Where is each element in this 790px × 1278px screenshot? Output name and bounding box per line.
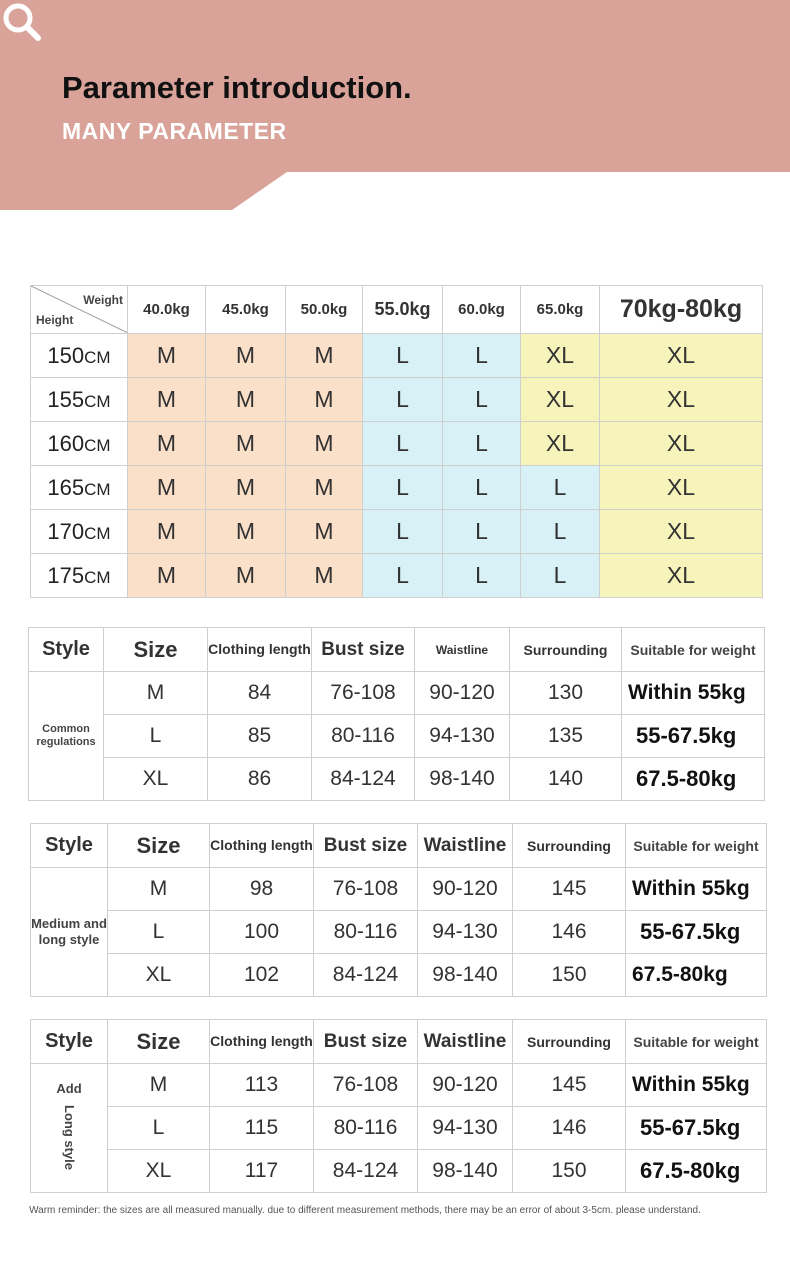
- header-style: Style: [31, 824, 108, 868]
- height-cell: [31, 334, 128, 378]
- surrounding-cell: 150: [513, 954, 626, 997]
- waist-cell: 90-120: [415, 672, 510, 715]
- header-bust-size: Bust size: [314, 1020, 418, 1064]
- length-cell: 85: [208, 715, 312, 758]
- header-waistline: Waistline: [415, 628, 510, 672]
- header-waistline: Waistline: [418, 824, 513, 868]
- size-cell: L: [363, 466, 443, 510]
- waist-cell: 94-130: [415, 715, 510, 758]
- table-row: [29, 715, 765, 758]
- weight-cell: 67.5-80kg: [626, 1150, 767, 1193]
- height-unit: CM: [84, 523, 111, 543]
- header-surrounding: Surrounding: [513, 1020, 626, 1064]
- bust-cell: 80-116: [314, 911, 418, 954]
- weight-cell: 55-67.5kg: [626, 1107, 767, 1150]
- size-cell: XL: [521, 378, 600, 422]
- matrix-row: [31, 510, 763, 554]
- waist-cell: 94-130: [418, 911, 513, 954]
- height-value: 175: [47, 562, 85, 588]
- header-clothing-length: Clothing length: [208, 628, 312, 672]
- header-size: Size: [108, 1020, 210, 1064]
- height-unit: CM: [84, 479, 111, 499]
- waist-cell: 90-120: [418, 1064, 513, 1107]
- header-bust-size: Bust size: [312, 628, 415, 672]
- size-cell: XL: [600, 466, 763, 510]
- size-cell: M: [128, 334, 206, 378]
- length-cell: 115: [210, 1107, 314, 1150]
- height-value: 170: [47, 518, 85, 544]
- weight-header: 40.0kg: [128, 286, 206, 334]
- size-cell: M: [128, 422, 206, 466]
- size-cell: L: [521, 554, 600, 598]
- length-cell: 117: [210, 1150, 314, 1193]
- length-cell: 84: [208, 672, 312, 715]
- size-cell: XL: [521, 334, 600, 378]
- size-cell: M: [128, 378, 206, 422]
- table-row: [31, 1064, 767, 1107]
- size-cell: L: [363, 422, 443, 466]
- weight-cell: Within 55kg: [622, 672, 765, 715]
- search-icon: [0, 0, 44, 44]
- size-cell: M: [128, 554, 206, 598]
- page-title: Parameter introduction.: [62, 70, 412, 105]
- weight-cell: Within 55kg: [626, 868, 767, 911]
- size-cell: M: [286, 422, 363, 466]
- size-cell: M: [128, 510, 206, 554]
- waist-cell: 98-140: [418, 954, 513, 997]
- size-cell: L: [363, 334, 443, 378]
- size-cell: M: [206, 466, 286, 510]
- length-cell: 100: [210, 911, 314, 954]
- size-cell: L: [521, 466, 600, 510]
- table-header-row: [31, 1020, 767, 1064]
- size-cell: XL: [108, 954, 210, 997]
- size-cell: L: [443, 422, 521, 466]
- size-cell: XL: [600, 334, 763, 378]
- size-cell: XL: [600, 554, 763, 598]
- weight-header: 60.0kg: [443, 286, 521, 334]
- size-table-medium-long: [30, 823, 767, 997]
- header-clothing-length: Clothing length: [210, 824, 314, 868]
- table-header-row: [31, 824, 767, 868]
- header-waistline: Waistline: [418, 1020, 513, 1064]
- waist-cell: 98-140: [418, 1150, 513, 1193]
- size-cell: XL: [104, 758, 208, 801]
- weight-axis-label: Weight: [83, 293, 123, 307]
- size-cell: M: [206, 554, 286, 598]
- bust-cell: 84-124: [314, 1150, 418, 1193]
- length-cell: 113: [210, 1064, 314, 1107]
- height-unit: CM: [84, 435, 111, 455]
- style-label: Medium and long style: [31, 868, 108, 997]
- size-cell: L: [443, 378, 521, 422]
- table-header-row: [29, 628, 765, 672]
- bust-cell: 84-124: [314, 954, 418, 997]
- size-table-long: [30, 1019, 767, 1193]
- weight-header: 50.0kg: [286, 286, 363, 334]
- size-cell: L: [443, 334, 521, 378]
- table-row: [31, 1107, 767, 1150]
- size-cell: L: [443, 554, 521, 598]
- matrix-row: [31, 554, 763, 598]
- size-cell: XL: [600, 422, 763, 466]
- size-cell: M: [286, 334, 363, 378]
- size-cell: M: [104, 672, 208, 715]
- length-cell: 86: [208, 758, 312, 801]
- table-row: [29, 758, 765, 801]
- size-cell: XL: [521, 422, 600, 466]
- size-cell: M: [108, 868, 210, 911]
- bust-cell: 80-116: [312, 715, 415, 758]
- header-size: Size: [108, 824, 210, 868]
- height-cell: [31, 378, 128, 422]
- surrounding-cell: 145: [513, 868, 626, 911]
- surrounding-cell: 135: [510, 715, 622, 758]
- page-subtitle: MANY PARAMETER: [62, 118, 287, 144]
- size-cell: L: [521, 510, 600, 554]
- height-value: 160: [47, 430, 85, 456]
- height-axis-label: Height: [36, 313, 74, 327]
- matrix-header-row: [31, 286, 763, 334]
- table-row: [31, 954, 767, 997]
- size-cell: L: [363, 378, 443, 422]
- header-suitable-weight: Suitable for weight: [626, 824, 767, 868]
- header-size: Size: [104, 628, 208, 672]
- height-value: 150: [47, 342, 85, 368]
- matrix-row: [31, 378, 763, 422]
- bust-cell: 80-116: [314, 1107, 418, 1150]
- header-suitable-weight: Suitable for weight: [622, 628, 765, 672]
- size-cell: M: [108, 1064, 210, 1107]
- bust-cell: 76-108: [312, 672, 415, 715]
- size-cell: M: [206, 378, 286, 422]
- waist-cell: 98-140: [415, 758, 510, 801]
- size-cell: M: [286, 554, 363, 598]
- table-row: [29, 672, 765, 715]
- size-matrix: [30, 285, 763, 598]
- waist-cell: 94-130: [418, 1107, 513, 1150]
- size-cell: L: [443, 510, 521, 554]
- table-row: [31, 868, 767, 911]
- size-cell: L: [108, 1107, 210, 1150]
- size-cell: M: [206, 334, 286, 378]
- matrix-row: [31, 422, 763, 466]
- style-label: [31, 1064, 108, 1193]
- size-cell: M: [286, 466, 363, 510]
- matrix-corner-cell: [31, 286, 128, 334]
- weight-header: 45.0kg: [206, 286, 286, 334]
- size-cell: XL: [600, 510, 763, 554]
- height-unit: CM: [84, 567, 111, 587]
- size-cell: L: [108, 911, 210, 954]
- weight-cell: 55-67.5kg: [622, 715, 765, 758]
- weight-header: 55.0kg: [363, 286, 443, 334]
- height-unit: CM: [84, 391, 111, 411]
- size-cell: L: [443, 466, 521, 510]
- surrounding-cell: 145: [513, 1064, 626, 1107]
- length-cell: 102: [210, 954, 314, 997]
- matrix-row: [31, 334, 763, 378]
- size-cell: L: [363, 554, 443, 598]
- style-label-top: Add: [56, 1081, 82, 1097]
- bust-cell: 84-124: [312, 758, 415, 801]
- header-bust-size: Bust size: [314, 824, 418, 868]
- size-cell: M: [286, 510, 363, 554]
- size-cell: M: [286, 378, 363, 422]
- length-cell: 98: [210, 868, 314, 911]
- surrounding-cell: 146: [513, 1107, 626, 1150]
- bust-cell: 76-108: [314, 1064, 418, 1107]
- size-table-common: [28, 627, 765, 801]
- warm-reminder: Warm reminder: the sizes are all measured manually. due to different measurement methods, there may be an error of about 3-5cm. please understand.: [29, 1205, 701, 1216]
- size-cell: M: [206, 422, 286, 466]
- size-cell: M: [206, 510, 286, 554]
- size-cell: XL: [108, 1150, 210, 1193]
- header-style: Style: [31, 1020, 108, 1064]
- header-clothing-length: Clothing length: [210, 1020, 314, 1064]
- waist-cell: 90-120: [418, 868, 513, 911]
- header-style: Style: [29, 628, 104, 672]
- matrix-row: [31, 466, 763, 510]
- height-cell: [31, 422, 128, 466]
- weight-cell: 67.5-80kg: [622, 758, 765, 801]
- size-cell: M: [128, 466, 206, 510]
- weight-cell: 55-67.5kg: [626, 911, 767, 954]
- header-surrounding: Surrounding: [510, 628, 622, 672]
- height-cell: [31, 554, 128, 598]
- header-suitable-weight: Suitable for weight: [626, 1020, 767, 1064]
- surrounding-cell: 146: [513, 911, 626, 954]
- table-row: [31, 911, 767, 954]
- weight-header: 70kg-80kg: [600, 286, 763, 334]
- height-value: 165: [47, 474, 85, 500]
- height-cell: [31, 466, 128, 510]
- size-cell: L: [104, 715, 208, 758]
- bust-cell: 76-108: [314, 868, 418, 911]
- matrix-body: [31, 334, 763, 598]
- height-unit: CM: [84, 347, 111, 367]
- table-row: [31, 1150, 767, 1193]
- weight-cell: 67.5-80kg: [626, 954, 767, 997]
- size-cell: XL: [600, 378, 763, 422]
- header-banner: [0, 0, 790, 210]
- weight-header: 65.0kg: [521, 286, 600, 334]
- surrounding-cell: 150: [513, 1150, 626, 1193]
- weight-cell: Within 55kg: [626, 1064, 767, 1107]
- height-cell: [31, 510, 128, 554]
- style-label-vertical: Long style: [62, 1105, 77, 1171]
- height-value: 155: [47, 386, 85, 412]
- header-surrounding: Surrounding: [513, 824, 626, 868]
- surrounding-cell: 140: [510, 758, 622, 801]
- surrounding-cell: 130: [510, 672, 622, 715]
- size-cell: L: [363, 510, 443, 554]
- style-label: Common regulations: [29, 672, 104, 801]
